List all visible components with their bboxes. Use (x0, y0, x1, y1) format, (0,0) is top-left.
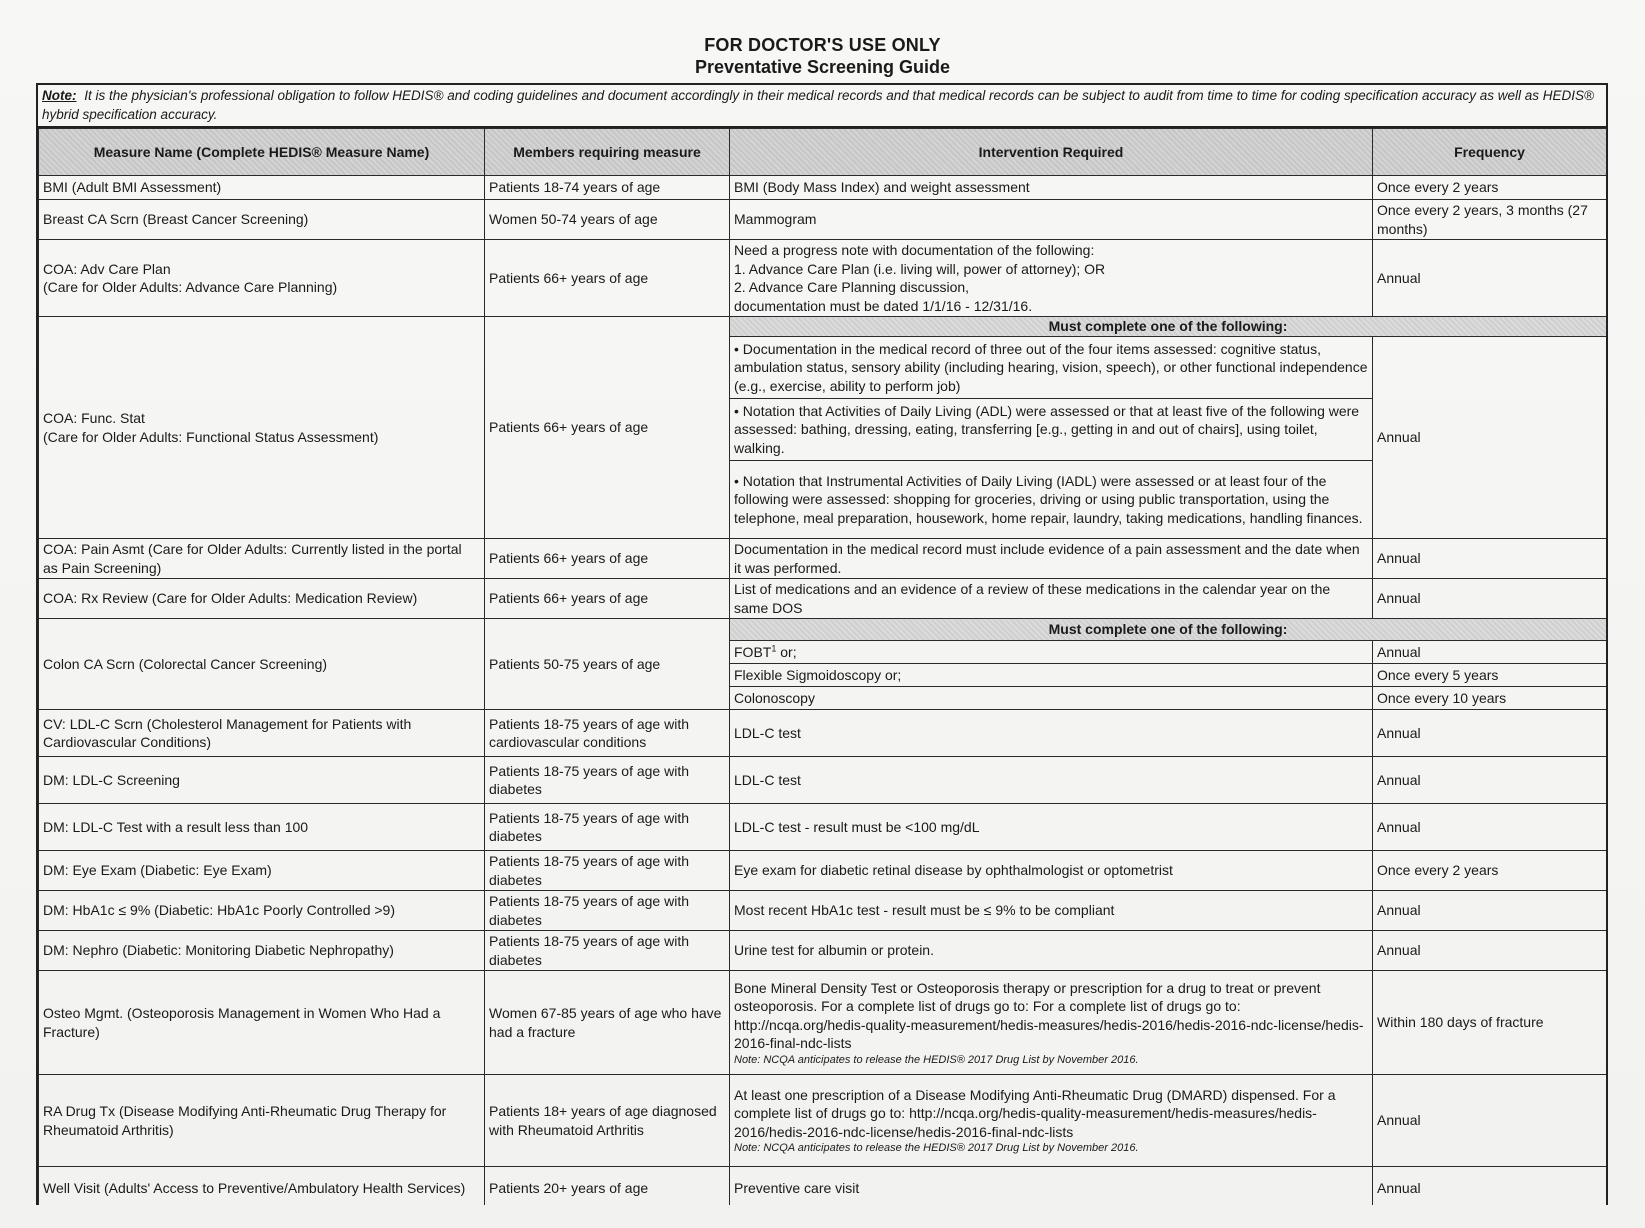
members-cell: Women 67-85 years of age who have had a fracture (485, 971, 730, 1075)
members-cell: Patients 18-75 years of age with cardiovascular conditions (485, 710, 730, 757)
measure-cell: DM: Nephro (Diabetic: Monitoring Diabetic Nephropathy) (39, 931, 485, 971)
frequency-cell: Annual (1373, 641, 1607, 664)
members-cell: Patients 66+ years of age (485, 539, 730, 579)
measure-line: (Care for Older Adults: Advance Care Planning) (43, 279, 338, 295)
members-cell: Patients 66+ years of age (485, 240, 730, 317)
guide-table-frame (36, 83, 1608, 1205)
table-row (39, 579, 1607, 619)
frequency-cell: Annual (1373, 757, 1607, 804)
footnote-marker: 1 (771, 643, 777, 654)
table-row (39, 931, 1607, 971)
intervention-option-cell: Colonoscopy (730, 687, 1373, 710)
col-header-frequency: Frequency (1373, 129, 1607, 176)
measure-line: (Care for Older Adults: Functional Status Assessment) (43, 428, 379, 445)
intervention-text: At least one prescription of a Disease Modifying Anti-Rheumatic Drug (DMARD) dispensed. For a complete list of drugs go to: http://ncqa.org/hedis-quality-measurement/hedis-measures/hedis-2016/hedis-2016-ndc-license/hedis-2016-final-ndc-lists (734, 1086, 1336, 1140)
measure-cell: COA: Pain Asmt (Care for Older Adults: Currently listed in the portal as Pain Screening) (39, 539, 485, 579)
measure-cell: Osteo Mgmt. (Osteoporosis Management in Women Who Had a Fracture) (39, 971, 485, 1075)
measure-cell: CV: LDL-C Scrn (Cholesterol Management for Patients with Cardiovascular Conditions) (39, 710, 485, 757)
intervention-cell: Preventive care visit (730, 1167, 1373, 1206)
table-row (39, 1167, 1607, 1206)
frequency-cell: Annual (1373, 931, 1607, 971)
table-row (39, 804, 1607, 851)
members-cell: Patients 18-75 years of age with diabetes (485, 931, 730, 971)
measure-line: COA: Adv Care Plan (43, 260, 171, 277)
table-row (39, 176, 1607, 200)
frequency-cell: Annual (1373, 804, 1607, 851)
table-row (39, 891, 1607, 931)
table-row (39, 851, 1607, 891)
intervention-option-cell (730, 641, 1373, 664)
table-row (39, 1075, 1607, 1167)
disclaimer-note (38, 85, 1606, 128)
members-cell: Women 50-74 years of age (485, 200, 730, 240)
measure-cell: DM: HbA1c ≤ 9% (Diabetic: HbA1c Poorly Controlled >9) (39, 891, 485, 931)
table-row (39, 200, 1607, 240)
intervention-option-cell: Flexible Sigmoidoscopy or; (730, 664, 1373, 687)
intervention-cell (730, 1075, 1373, 1167)
drug-list-note: Note: NCQA anticipates to release the HEDIS® 2017 Drug List by November 2016. (734, 1053, 1139, 1066)
members-cell: Patients 18-75 years of age with diabetes (485, 851, 730, 891)
frequency-cell: Annual (1373, 337, 1607, 539)
frequency-cell: Annual (1373, 240, 1607, 317)
members-cell: Patients 18-75 years of age with diabetes (485, 757, 730, 804)
intervention-cell: List of medications and an evidence of a review of these medications in the calendar year on the same DOS (730, 579, 1373, 619)
measure-cell (39, 317, 485, 539)
intervention-cell (730, 971, 1373, 1075)
members-cell: Patients 66+ years of age (485, 317, 730, 539)
frequency-cell: Annual (1373, 579, 1607, 619)
frequency-cell: Once every 2 years, 3 months (27 months) (1373, 200, 1607, 240)
frequency-cell: Once every 2 years (1373, 851, 1607, 891)
intervention-cell: LDL-C test - result must be <100 mg/dL (730, 804, 1373, 851)
intervention-option-cell: • Notation that Instrumental Activities of Daily Living (IADL) were assessed or at least four of the following were assessed: shopping for groceries, driving or using public transportation, using the telephone, meal preparation, housework, home repair, laundry, taking medications, handling finances. (730, 461, 1373, 539)
intervention-cell: LDL-C test (730, 710, 1373, 757)
col-header-members: Members requiring measure (485, 129, 730, 176)
option-tail: or; (776, 643, 797, 660)
measure-line: COA: Func. Stat (43, 410, 145, 426)
intervention-cell: Eye exam for diabetic retinal disease by ophthalmologist or optometrist (730, 851, 1373, 891)
table-row (39, 619, 1607, 641)
table-row (39, 240, 1607, 317)
measure-cell: Well Visit (Adults' Access to Preventive/Ambulatory Health Services) (39, 1167, 485, 1206)
document-subtitle: Preventative Screening Guide (694, 57, 951, 77)
table-row (39, 971, 1607, 1075)
measure-cell (39, 240, 485, 317)
frequency-cell: Once every 10 years (1373, 687, 1607, 710)
members-cell: Patients 18-75 years of age with diabetes (485, 891, 730, 931)
table-row (39, 757, 1607, 804)
subheader-cell: Must complete one of the following: (730, 317, 1607, 337)
intervention-option-cell: • Documentation in the medical record of three out of the four items assessed: cognitive status, ambulation status, sensory ability (including hearing, vision, speech), or other functional independence (e.g., exercise, ability to perform job) (730, 337, 1373, 399)
frequency-cell: Annual (1373, 891, 1607, 931)
drug-list-note: Note: NCQA anticipates to release the HEDIS® 2017 Drug List by November 2016. (734, 1142, 1139, 1155)
option-text: FOBT (734, 643, 772, 660)
note-text: It is the physician's professional obligation to follow HEDIS® and coding guidelines and document accordingly in their medical records and that medical records can be subject to audit from time to time for coding specification accuracy as well as HEDIS® hybrid specification accuracy. (42, 88, 1594, 122)
members-cell: Patients 18-74 years of age (485, 176, 730, 200)
members-cell: Patients 66+ years of age (485, 579, 730, 619)
col-header-measure: Measure Name (Complete HEDIS® Measure Name) (39, 129, 485, 176)
intervention-cell: Mammogram (730, 200, 1373, 240)
intervention-line: 1. Advance Care Plan (i.e. living will, power of attorney); OR (734, 260, 1106, 277)
col-header-intervention: Intervention Required (730, 129, 1373, 176)
intervention-cell (730, 240, 1373, 317)
intervention-option-cell: • Notation that Activities of Daily Living (ADL) were assessed or that at least five of the following were assessed: bathing, dressing, eating, transferring [e.g., getting in and out of chairs], using toilet, walking. (730, 399, 1373, 461)
intervention-line: 2. Advance Care Planning discussion, (734, 279, 970, 295)
measure-cell: DM: Eye Exam (Diabetic: Eye Exam) (39, 851, 485, 891)
frequency-cell: Annual (1373, 1167, 1607, 1206)
members-cell: Patients 18+ years of age diagnosed with Rheumatoid Arthritis (485, 1075, 730, 1167)
subheader-cell: Must complete one of the following: (730, 619, 1607, 641)
measure-cell: Breast CA Scrn (Breast Cancer Screening) (39, 200, 485, 240)
frequency-cell: Annual (1373, 539, 1607, 579)
table-row (39, 317, 1607, 337)
frequency-cell: Annual (1373, 710, 1607, 757)
intervention-line: Need a progress note with documentation of the following: (734, 242, 1095, 258)
measure-cell: BMI (Adult BMI Assessment) (39, 176, 485, 200)
measure-cell: COA: Rx Review (Care for Older Adults: Medication Review) (39, 579, 485, 619)
measure-cell: Colon CA Scrn (Colorectal Cancer Screening) (39, 619, 485, 710)
members-cell: Patients 20+ years of age (485, 1167, 730, 1206)
document-title: FOR DOCTOR'S USE ONLY (704, 35, 941, 55)
frequency-cell: Within 180 days of fracture (1373, 971, 1607, 1075)
screening-table (38, 128, 1607, 1205)
intervention-cell: Most recent HbA1c test - result must be ≤ 9% to be compliant (730, 891, 1373, 931)
intervention-cell: Urine test for albumin or protein. (730, 931, 1373, 971)
intervention-cell: Documentation in the medical record must include evidence of a pain assessment and the date when it was performed. (730, 539, 1373, 579)
measure-cell: DM: LDL-C Test with a result less than 100 (39, 804, 485, 851)
measure-cell: DM: LDL-C Screening (39, 757, 485, 804)
frequency-cell: Annual (1373, 1075, 1607, 1167)
frequency-cell: Once every 5 years (1373, 664, 1607, 687)
table-row (39, 710, 1607, 757)
note-label: Note: (42, 88, 77, 103)
intervention-cell: BMI (Body Mass Index) and weight assessment (730, 176, 1373, 200)
members-cell: Patients 50-75 years of age (485, 619, 730, 710)
table-row (39, 539, 1607, 579)
intervention-text: Bone Mineral Density Test or Osteoporosis therapy or prescription for a drug to treat or prevent osteoporosis. For a complete list of drugs go to: For a complete list of drugs go to: http://ncqa.org/hedis-quality-measurement/hedis-measures/hedis-2016/hedis-2016-ndc-license/hedis-2016-final-ndc-lists (734, 979, 1364, 1051)
measure-cell: RA Drug Tx (Disease Modifying Anti-Rheumatic Drug Therapy for Rheumatoid Arthritis) (39, 1075, 485, 1167)
members-cell: Patients 18-75 years of age with diabetes (485, 804, 730, 851)
intervention-cell: LDL-C test (730, 757, 1373, 804)
document-header (0, 34, 1645, 78)
intervention-line: documentation must be dated 1/1/16 - 12/31/16. (734, 297, 1033, 314)
header-row (39, 129, 1607, 176)
frequency-cell: Once every 2 years (1373, 176, 1607, 200)
